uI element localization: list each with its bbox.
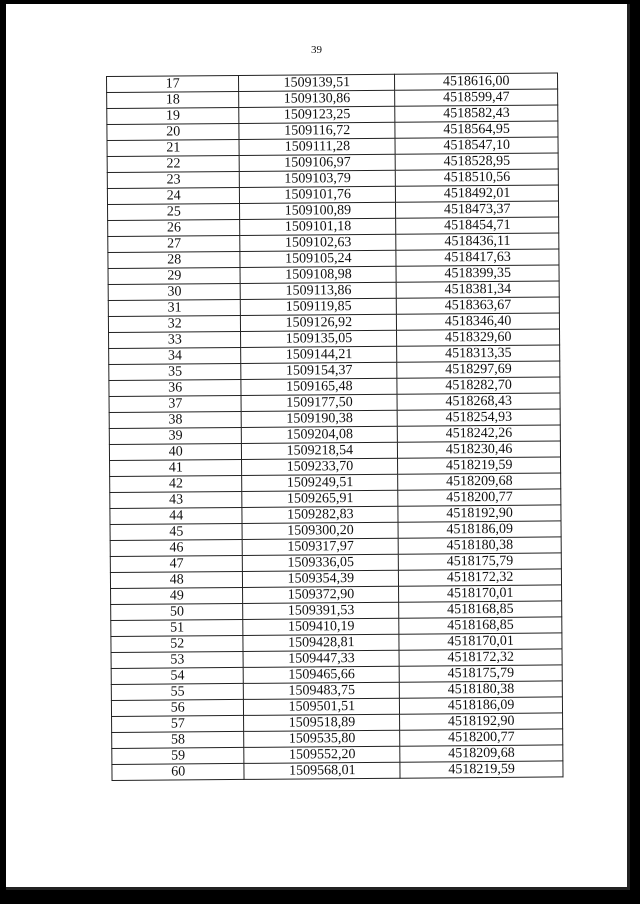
point-number-cell: 51 [111,619,244,636]
point-number-cell: 45 [110,523,243,540]
point-number-cell: 20 [107,123,240,140]
point-number-cell: 22 [107,155,240,172]
point-number-cell: 29 [108,267,241,284]
y-coordinate-cell: 4518242,26 [398,425,561,442]
point-number-cell: 56 [111,699,244,716]
x-coordinate-cell: 1509410,19 [243,618,399,635]
point-number-cell: 39 [109,427,242,444]
point-number-cell: 24 [107,187,240,204]
point-number-cell: 31 [108,299,241,316]
x-coordinate-cell: 1509101,18 [240,218,396,235]
x-coordinate-cell: 1509249,51 [242,474,398,491]
point-number-cell: 30 [108,283,241,300]
point-number-cell: 49 [111,587,244,604]
x-coordinate-cell: 1509102,63 [240,234,396,251]
y-coordinate-cell: 4518616,00 [395,73,558,90]
y-coordinate-cell: 4518209,68 [398,473,561,490]
point-number-cell: 43 [110,491,243,508]
y-coordinate-cell: 4518254,93 [397,409,560,426]
y-coordinate-cell: 4518170,01 [399,585,562,602]
x-coordinate-cell: 1509483,75 [244,682,400,699]
y-coordinate-cell: 4518599,47 [395,89,558,106]
y-coordinate-cell: 4518200,77 [398,489,561,506]
x-coordinate-cell: 1509501,51 [244,698,400,715]
point-number-cell: 48 [110,571,243,588]
x-coordinate-cell: 1509119,85 [241,298,397,315]
point-number-cell: 35 [109,363,242,380]
x-coordinate-cell: 1509190,38 [242,410,398,427]
y-coordinate-cell: 4518180,38 [400,681,563,698]
y-coordinate-cell: 4518175,79 [399,553,562,570]
x-coordinate-cell: 1509391,53 [243,602,399,619]
x-coordinate-cell: 1509552,20 [244,746,400,763]
point-number-cell: 28 [108,251,241,268]
x-coordinate-cell: 1509282,83 [242,506,398,523]
y-coordinate-cell: 4518297,69 [397,361,560,378]
point-number-cell: 32 [108,315,241,332]
y-coordinate-cell: 4518172,32 [399,649,562,666]
point-number-cell: 33 [109,331,242,348]
y-coordinate-cell: 4518436,11 [396,233,559,250]
point-number-cell: 19 [107,107,240,124]
y-coordinate-cell: 4518200,77 [400,729,563,746]
point-number-cell: 44 [110,507,243,524]
y-coordinate-cell: 4518547,10 [395,137,558,154]
y-coordinate-cell: 4518473,37 [396,201,559,218]
coordinates-table [106,72,564,781]
point-number-cell: 42 [110,475,243,492]
x-coordinate-cell: 1509100,89 [240,202,396,219]
table-row [112,761,563,781]
x-coordinate-cell: 1509218,54 [242,442,398,459]
x-coordinate-cell: 1509265,91 [242,490,398,507]
y-coordinate-cell: 4518168,85 [399,601,562,618]
point-number-cell: 34 [109,347,242,364]
y-coordinate-cell: 4518313,35 [397,345,560,362]
x-coordinate-cell: 1509126,92 [241,314,397,331]
x-coordinate-cell: 1509105,24 [240,250,396,267]
x-coordinate-cell: 1509144,21 [241,346,397,363]
x-coordinate-cell: 1509518,89 [244,714,400,731]
x-coordinate-cell: 1509204,08 [242,426,398,443]
point-number-cell: 47 [110,555,243,572]
document-page [6,4,630,890]
y-coordinate-cell: 4518454,71 [396,217,559,234]
point-number-cell: 36 [109,379,242,396]
point-number-cell: 46 [110,539,243,556]
y-coordinate-cell: 4518329,60 [397,329,560,346]
x-coordinate-cell: 1509113,86 [241,282,397,299]
y-coordinate-cell: 4518192,90 [400,713,563,730]
y-coordinate-cell: 4518363,67 [397,297,560,314]
y-coordinate-cell: 4518219,59 [398,457,561,474]
point-number-cell: 25 [108,203,241,220]
y-coordinate-cell: 4518346,40 [397,313,560,330]
y-coordinate-cell: 4518268,43 [397,393,560,410]
y-coordinate-cell: 4518186,09 [398,521,561,538]
point-number-cell: 26 [108,219,241,236]
x-coordinate-cell: 1509465,66 [244,666,400,683]
point-number-cell: 58 [112,731,245,748]
x-coordinate-cell: 1509177,50 [241,394,397,411]
point-number-cell: 57 [112,715,245,732]
y-coordinate-cell: 4518510,56 [395,169,558,186]
y-coordinate-cell: 4518564,95 [395,121,558,138]
x-coordinate-cell: 1509233,70 [242,458,398,475]
y-coordinate-cell: 4518528,95 [395,153,558,170]
point-number-cell: 27 [108,235,241,252]
x-coordinate-cell: 1509317,97 [243,538,399,555]
x-coordinate-cell: 1509165,48 [241,378,397,395]
y-coordinate-cell: 4518180,38 [398,537,561,554]
point-number-cell: 21 [107,139,240,156]
point-number-cell: 53 [111,651,244,668]
x-coordinate-cell: 1509103,79 [240,170,396,187]
x-coordinate-cell: 1509116,72 [239,122,395,139]
point-number-cell: 50 [111,603,244,620]
y-coordinate-cell: 4518172,32 [399,569,562,586]
y-coordinate-cell: 4518170,01 [399,633,562,650]
x-coordinate-cell: 1509447,33 [243,650,399,667]
y-coordinate-cell: 4518282,70 [397,377,560,394]
coordinates-table-body [107,73,564,781]
y-coordinate-cell: 4518582,43 [395,105,558,122]
point-number-cell: 18 [107,91,240,108]
y-coordinate-cell: 4518209,68 [400,745,563,762]
x-coordinate-cell: 1509123,25 [239,106,395,123]
y-coordinate-cell: 4518230,46 [398,441,561,458]
point-number-cell: 40 [109,443,242,460]
page-number: 39 [311,44,322,56]
y-coordinate-cell: 4518399,35 [396,265,559,282]
x-coordinate-cell: 1509106,97 [240,154,396,171]
x-coordinate-cell: 1509101,76 [240,186,396,203]
point-number-cell: 41 [110,459,243,476]
x-coordinate-cell: 1509300,20 [242,522,398,539]
point-number-cell: 60 [112,763,245,780]
y-coordinate-cell: 4518492,01 [396,185,559,202]
x-coordinate-cell: 1509535,80 [244,730,400,747]
x-coordinate-cell: 1509111,28 [239,138,395,155]
point-number-cell: 23 [107,171,240,188]
y-coordinate-cell: 4518192,90 [398,505,561,522]
point-number-cell: 59 [112,747,245,764]
x-coordinate-cell: 1509108,98 [240,266,396,283]
point-number-cell: 55 [111,683,244,700]
y-coordinate-cell: 4518186,09 [400,697,563,714]
x-coordinate-cell: 1509336,05 [243,554,399,571]
point-number-cell: 37 [109,395,242,412]
y-coordinate-cell: 4518219,59 [400,761,563,778]
x-coordinate-cell: 1509428,81 [243,634,399,651]
x-coordinate-cell: 1509154,37 [241,362,397,379]
y-coordinate-cell: 4518168,85 [399,617,562,634]
point-number-cell: 52 [111,635,244,652]
y-coordinate-cell: 4518381,34 [396,281,559,298]
x-coordinate-cell: 1509130,86 [239,90,395,107]
x-coordinate-cell: 1509568,01 [244,762,400,779]
x-coordinate-cell: 1509354,39 [243,570,399,587]
y-coordinate-cell: 4518175,79 [399,665,562,682]
x-coordinate-cell: 1509135,05 [241,330,397,347]
point-number-cell: 38 [109,411,242,428]
x-coordinate-cell: 1509139,51 [239,74,395,91]
point-number-cell: 17 [107,75,240,92]
point-number-cell: 54 [111,667,244,684]
y-coordinate-cell: 4518417,63 [396,249,559,266]
x-coordinate-cell: 1509372,90 [243,586,399,603]
